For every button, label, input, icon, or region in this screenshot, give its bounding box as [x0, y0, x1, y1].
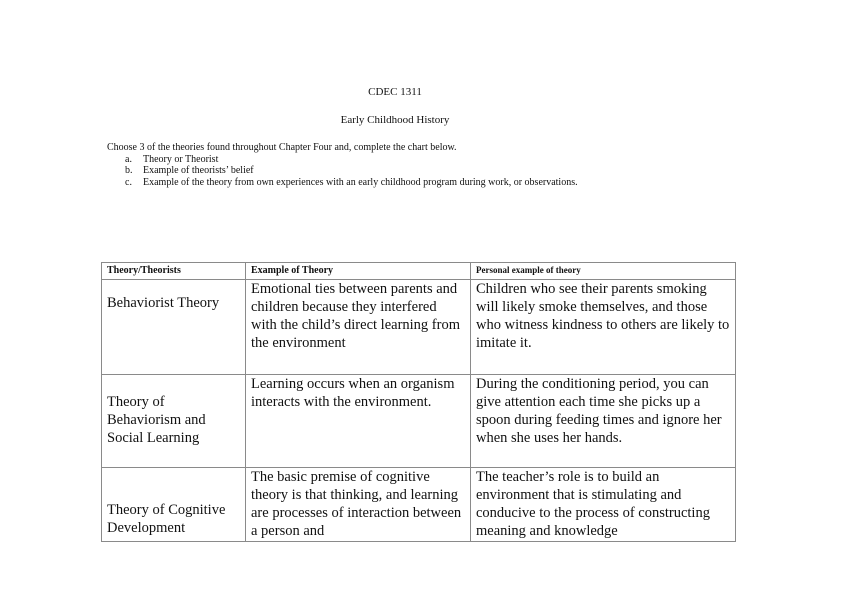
- table-header-row: [102, 263, 736, 280]
- list-item: [107, 165, 578, 177]
- list-item: [107, 177, 578, 189]
- instructions: [107, 142, 578, 188]
- header-personal: Personal example of theory: [471, 263, 736, 280]
- theory-text: Theory of Cognitive Development: [107, 502, 226, 536]
- theory-text: Theory of Behaviorism and Social Learning: [107, 394, 206, 446]
- list-marker: b.: [125, 165, 133, 176]
- theory-text: Behaviorist Theory: [107, 295, 220, 311]
- example-cell: The basic premise of cognitive theory is that thinking, and learning are processes of interaction between a person and: [246, 468, 471, 542]
- theory-cell: [102, 468, 246, 542]
- table-row: [102, 468, 736, 542]
- document-subtitle: Early Childhood History: [340, 114, 450, 126]
- example-cell: Learning occurs when an organism interacts with the environment.: [246, 375, 471, 468]
- instruction-list: [107, 154, 578, 189]
- list-text: Example of theorists’ belief: [143, 165, 254, 176]
- table-row: [102, 280, 736, 375]
- personal-cell: During the conditioning period, you can give attention each time she picks up a spoon during feeding times and ignore her when she uses her hands.: [471, 375, 736, 468]
- list-marker: c.: [125, 176, 132, 188]
- instruction-text: Choose 3 of the theories found throughout Chapter Four and, complete the chart below.: [107, 142, 457, 153]
- list-item: [107, 154, 578, 166]
- list-text: Theory or Theorist: [143, 153, 219, 165]
- table-row: [102, 375, 736, 468]
- theory-cell: [102, 375, 246, 468]
- personal-cell: Children who see their parents smoking will likely smoke themselves, and those who witness kindness to others are likely to imitate it.: [471, 280, 736, 375]
- header-theory: Theory/Theorists: [102, 263, 246, 280]
- example-cell: Emotional ties between parents and children because they interfered with the child’s direct learning from the environment: [246, 280, 471, 375]
- list-text: Example of the theory from own experiences with an early childhood program during work, or observations.: [143, 176, 578, 188]
- header-example: Example of Theory: [246, 263, 471, 280]
- list-marker: a.: [125, 153, 132, 165]
- course-code: CDEC 1311: [368, 86, 422, 98]
- personal-cell: The teacher’s role is to build an environment that is stimulating and conducive to the process of constructing meaning and knowledge: [471, 468, 736, 542]
- theory-cell: [102, 280, 246, 375]
- theory-chart: [101, 262, 736, 542]
